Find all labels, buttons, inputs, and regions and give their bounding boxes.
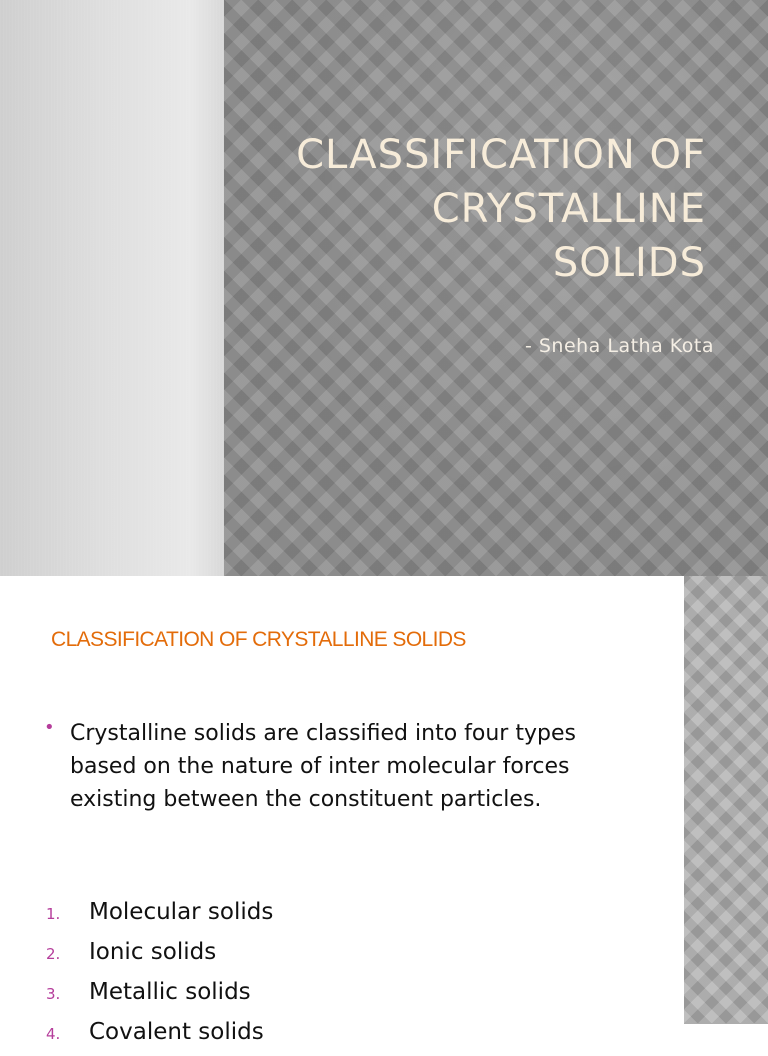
author-name: - Sneha Latha Kota	[524, 335, 714, 357]
slide-heading: CLASSIFICATION OF CRYSTALLINE SOLIDS	[51, 628, 466, 651]
list-marker: 1.	[46, 905, 61, 923]
title-line: SOLIDS	[552, 240, 706, 286]
solid-types-list	[46, 896, 646, 1056]
content-slide	[0, 576, 768, 1045]
list-label: Covalent solids	[89, 1019, 264, 1045]
title-line: CRYSTALLINE	[431, 186, 706, 232]
list-item	[46, 976, 646, 1016]
list-item	[46, 936, 646, 976]
list-label: Molecular solids	[89, 899, 274, 925]
left-gradient-panel	[0, 0, 224, 576]
list-marker: 4.	[46, 1025, 61, 1043]
list-label: Ionic solids	[89, 939, 217, 965]
list-marker: 2.	[46, 945, 61, 963]
title-line: CLASSIFICATION OF	[296, 132, 706, 178]
list-marker: 3.	[46, 985, 61, 1003]
bullet-text: Crystalline solids are classified into four types based on the nature of inter molecular forces existing between the constituent particles.	[70, 721, 576, 812]
list-item	[46, 1016, 646, 1056]
pattern-strip	[684, 576, 768, 1024]
slide-title	[236, 128, 706, 290]
bullet-dot-icon: •	[44, 717, 55, 738]
list-label: Metallic solids	[89, 979, 251, 1005]
bullet-paragraph	[44, 717, 644, 816]
list-item	[46, 896, 646, 936]
